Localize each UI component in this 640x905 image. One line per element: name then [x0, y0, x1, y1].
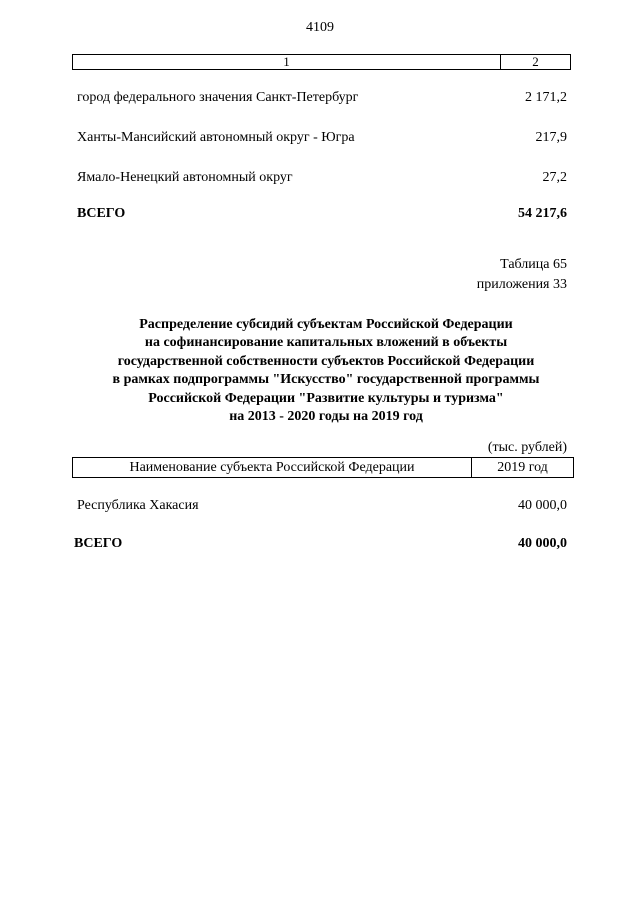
- title-line: в рамках подпрограммы "Искусство" государственной программы: [112, 372, 540, 388]
- title-line: на софинансирование капитальных вложений в объекты: [144, 335, 508, 351]
- prev-table-row-name: Ханты-Мансийский автономный округ - Югра: [77, 130, 355, 145]
- prev-table-header-col-2: 2: [532, 54, 539, 69]
- page-number: 4109: [306, 20, 334, 35]
- prev-table-row-name: город федерального значения Санкт-Петербург: [77, 90, 359, 105]
- table65-total-value: 40 000,0: [518, 536, 567, 551]
- prev-table-row-value: 217,9: [535, 130, 567, 145]
- prev-table-header-col-1: 1: [73, 55, 501, 69]
- title-line: Российской Федерации "Развитие культуры и туризма": [148, 390, 504, 406]
- prev-table-total-value: 54 217,6: [518, 206, 567, 221]
- table65-row-value: 40 000,0: [518, 498, 567, 513]
- table65-row-name: Республика Хакасия: [77, 498, 199, 513]
- title-line: государственной собственности субъектов Российской Федерации: [117, 353, 535, 369]
- table-ref-appendix: приложения 33: [476, 277, 567, 292]
- prev-table-row-value: 2 171,2: [525, 90, 567, 105]
- prev-table-row-name: Ямало-Ненецкий автономный округ: [77, 170, 293, 185]
- prev-table-row-value: 27,2: [542, 170, 567, 185]
- units-label: (тыс. рублей): [487, 440, 567, 455]
- prev-table-total-label: ВСЕГО: [77, 206, 126, 221]
- table65-total-label: ВСЕГО: [74, 536, 123, 551]
- table-ref: [477, 255, 567, 295]
- table65-header-year: 2019 год: [497, 460, 548, 475]
- table65-header-subject: Наименование субъекта Российской Федерации: [73, 458, 472, 477]
- title-line: Распределение субсидий субъектам Российской Федерации: [139, 317, 513, 332]
- table-title: [60, 316, 592, 426]
- table65-header: [72, 457, 574, 478]
- table-ref-number: Таблица 65: [500, 257, 567, 272]
- prev-table-header: [72, 54, 571, 70]
- title-line: на 2013 - 2020 годы на 2019 год: [229, 409, 423, 425]
